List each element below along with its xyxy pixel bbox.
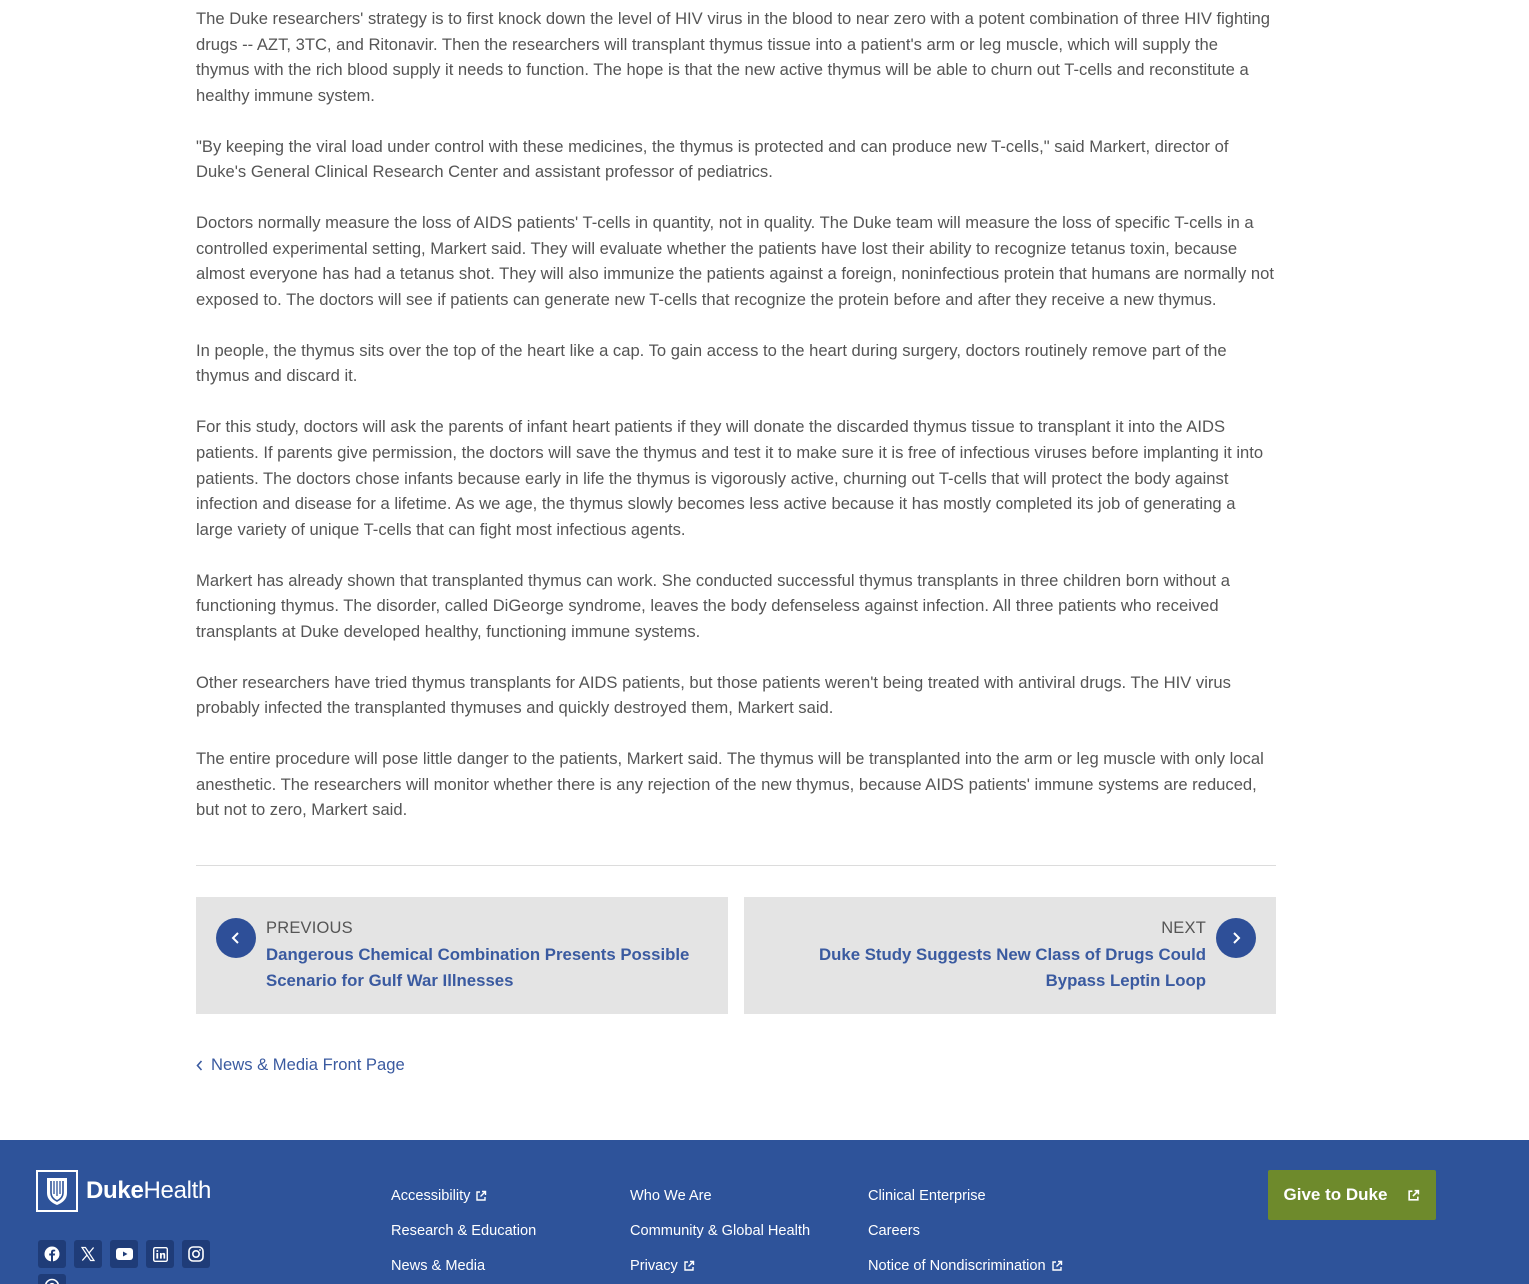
chevron-left-icon [231,932,241,944]
article-paragraph: "By keeping the viral load under control with these medicines, the thymus is protected and can produce new T-cells," said Markert, director of Duke's General Clinical Research Center and assistant professor of pediatrics. [196,136,1229,182]
footer-column-1 [391,1178,536,1283]
duke-health-logo[interactable] [36,1170,211,1212]
footer-link-news-media[interactable] [391,1248,536,1283]
chevron-left-icon [196,1060,203,1071]
previous-button[interactable] [216,918,256,958]
footer-link-clinical-enterprise[interactable] [868,1178,1063,1213]
next-article-link[interactable]: Duke Study Suggests New Class of Drugs Could Bypass Leptin Loop [819,945,1206,990]
footer-link-label: Who We Are [630,1187,712,1204]
previous-article-card[interactable] [196,897,728,1014]
linkedin-icon[interactable] [146,1240,174,1268]
news-media-front-page-link[interactable] [196,1055,405,1075]
give-button-label: Give to Duke [1283,1185,1388,1204]
footer-link-privacy[interactable] [630,1248,810,1283]
article-paragraph: For this study, doctors will ask the parents of infant heart patients if they will donate the discarded thymus tissue to transplant it into the AIDS patients. If parents give permission, the doctors will save the thymus and test it to make sure it is free of infectious viruses before implanting it into patients. The doctors chose infants because early in life the thymus is vigorously active, churning out T-cells that will protect the body against infection and disease for a lifetime. As we age, the thymus slowly becomes less active because it has mostly completed its job of generating a large variety of unique T-cells that can fight most infectious agents. [196,417,1264,539]
give-to-duke-button[interactable] [1268,1170,1436,1220]
footer-link-label: Community & Global Health [630,1222,811,1239]
previous-label: PREVIOUS [266,919,353,937]
previous-article-link[interactable]: Dangerous Chemical Combination Presents Possible Scenario for Gulf War Illnesses [266,945,690,990]
article-paragraph: The Duke researchers' strategy is to first knock down the level of HIV virus in the blood to near zero with a potent combination of three HIV fighting drugs -- AZT, 3TC, and Ritonavir. Then the researchers will transplant thymus tissue into a patient's arm or leg muscle, which will supply the thymus with the rich blood supply it needs to function. The hope is that the new active thymus will be able to churn out T-cells and reconstitute a healthy immune system. [196,9,1271,105]
article-paragraph: The entire procedure will pose little danger to the patients, Markert said. The thymus will be transplanted into the arm or leg muscle with only local anesthetic. The researchers will monitor whether there is any rejection of the new thymus, because AIDS patients' immune systems are reduced, but not to zero, Markert said. [196,749,1264,820]
external-link-icon [1407,1189,1420,1202]
youtube-icon[interactable] [110,1240,138,1268]
article-paragraph: Doctors normally measure the loss of AIDS patients' T-cells in quantity, not in quality. The Duke team will measure the loss of specific T-cells in a controlled experimental setting, Markert said. They will evaluate whether the patients have lost their ability to recognize tetanus toxin, because almost everyone has had a tetanus shot. They will also immunize the patients against a foreign, noninfectious protein that humans are normally not exposed to. The doctors will see if patients can generate new T-cells that recognize the protein before and after they receive a new thymus. [196,213,1274,309]
footer-link-label: Privacy [630,1257,678,1274]
footer-link-accessibility[interactable] [391,1178,536,1213]
footer-link-community-global-health[interactable] [630,1213,810,1248]
next-label: NEXT [1161,919,1206,937]
footer-column-2 [630,1178,810,1283]
article-paragraph: Markert has already shown that transplanted thymus can work. She conducted successful thymus transplants in three children born without a functioning thymus. The disorder, called DiGeorge syndrome, leaves the body defenseless against infection. All three patients who received transplants at Duke developed healthy, functioning immune systems. [196,570,1230,641]
article-paragraph: Other researchers have tried thymus transplants for AIDS patients, but those patients weren't being treated with antiviral drugs. The HIV virus probably infected the transplanted thymuses and quickly destroyed them, Markert said. [196,672,1231,718]
footer-link-label: Clinical Enterprise [868,1187,986,1204]
footer-link-careers[interactable] [868,1213,1063,1248]
external-link-icon [475,1190,487,1202]
logo-text-health: Health [143,1177,212,1204]
instagram-icon[interactable] [182,1240,210,1268]
footer-link-who-we-are[interactable] [630,1178,810,1213]
next-button[interactable] [1216,918,1256,958]
divider [196,865,1276,866]
footer-link-research-education[interactable] [391,1213,536,1248]
footer-link-notice-of-nondiscrimination[interactable] [868,1248,1063,1283]
article-body [196,6,1276,848]
external-link-icon [1051,1260,1063,1272]
external-link-icon [683,1260,695,1272]
footer-column-3 [868,1178,1063,1283]
facebook-icon[interactable] [38,1240,66,1268]
footer-link-label: Careers [868,1222,920,1239]
duke-shield-icon [36,1170,78,1212]
x-icon[interactable] [74,1240,102,1268]
article-paragraph: In people, the thymus sits over the top of the heart like a cap. To gain access to the heart during surgery, doctors routinely remove part of the thymus and discard it. [196,340,1227,386]
footer-link-label: News & Media [391,1257,486,1274]
threads-icon[interactable] [38,1274,66,1284]
footer-link-label: Accessibility [391,1187,471,1204]
logo-text-duke: Duke [86,1177,144,1204]
footer-link-label: Research & Education [391,1222,537,1239]
back-link-label: News & Media Front Page [211,1055,405,1074]
chevron-right-icon [1231,932,1241,944]
site-footer [0,1140,1529,1284]
next-article-card[interactable] [744,897,1276,1014]
footer-link-label: Notice of Nondiscrimination [868,1257,1046,1274]
social-links [38,1240,210,1268]
